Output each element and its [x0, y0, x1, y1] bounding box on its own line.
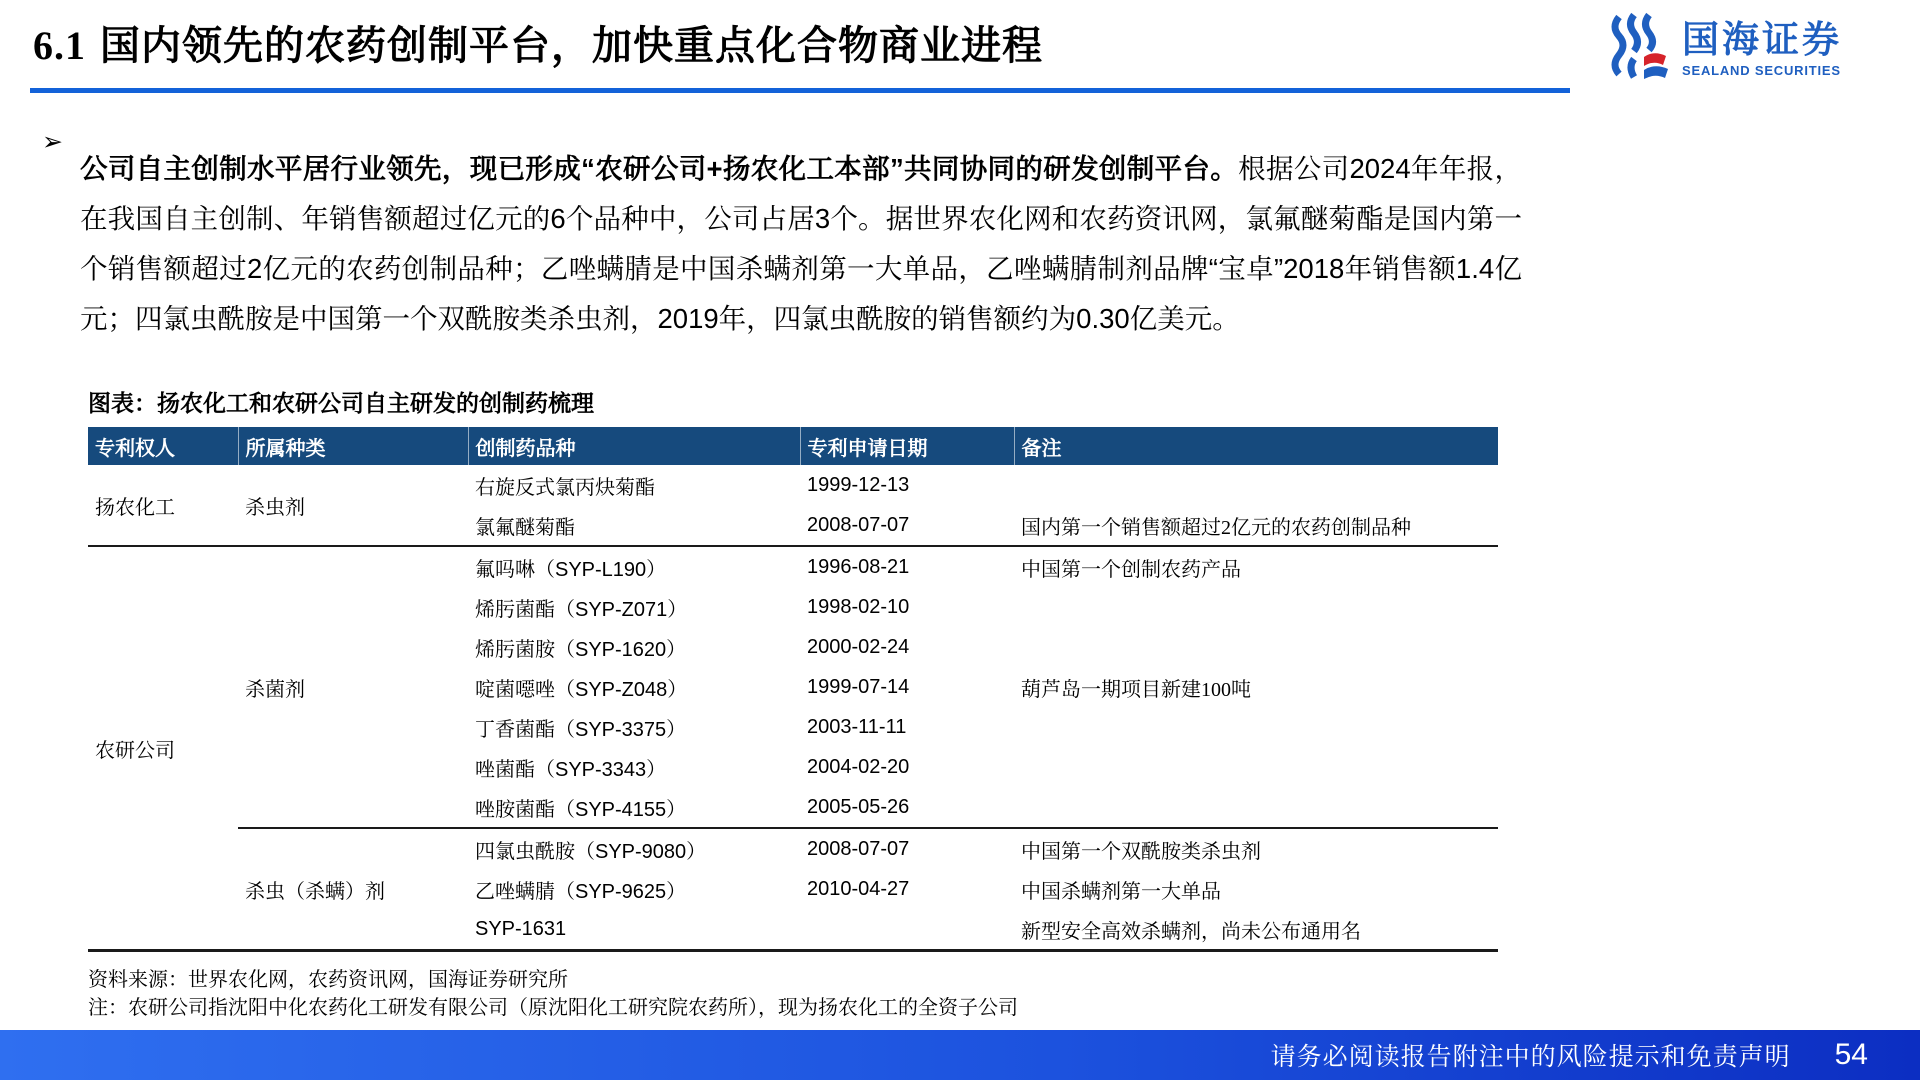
product-cell: 唑菌酯（SYP-3343）	[475, 758, 667, 781]
innovative-pesticide-table	[88, 427, 1498, 952]
category-cell: 杀虫（杀螨）剂	[238, 828, 468, 951]
remark-cell	[1014, 747, 1498, 787]
remark-cell: 国内第一个销售额超过2亿元的农药创制品种	[1021, 516, 1411, 539]
remark-cell: 新型安全高效杀螨剂，尚未公布通用名	[1021, 920, 1361, 943]
product-cell: 烯肟菌胺（SYP-1620）	[475, 638, 687, 661]
logo-company-name-cn: 国海证券	[1682, 19, 1842, 61]
remark-cell: 葫芦岛一期项目新建100吨	[1021, 678, 1251, 701]
column-header-0: 专利权人	[88, 427, 238, 465]
logo-company-name-en: SEALAND SECURITIES	[1682, 62, 1841, 78]
patent-holder-cell: 农研公司	[88, 546, 238, 951]
remark-cell	[1014, 587, 1498, 627]
product-cell: 氯氟醚菊酯	[475, 516, 575, 539]
company-logo	[1608, 12, 1842, 87]
patent-date-cell: 1996-08-21	[800, 546, 1014, 587]
data-source-note: 资料来源：世界农化网，农药资讯网，国海证券研究所	[88, 969, 568, 991]
title-underline	[30, 88, 1570, 93]
patent-date-cell: 2005-05-26	[807, 795, 910, 818]
disclaimer-text: 请务必阅读报告附注中的风险提示和免责声明	[1270, 1043, 1791, 1071]
bottom-disclaimer-bar	[0, 1030, 1920, 1080]
summary-paragraph	[80, 144, 1522, 344]
patent-date-cell: 2008-07-07	[807, 513, 910, 536]
table-row	[88, 465, 1498, 505]
remark-cell	[1014, 707, 1498, 747]
product-cell: 烯肟菌酯（SYP-Z071）	[475, 598, 688, 621]
column-header-2: 创制药品种	[468, 427, 800, 465]
product-cell: 丁香菌酯（SYP-3375）	[475, 718, 687, 741]
remark-cell: 中国第一个双酰胺类杀虫剂	[1014, 828, 1498, 869]
column-header-1: 所属种类	[238, 427, 468, 465]
product-cell: 啶菌噁唑（SYP-Z048）	[475, 678, 688, 701]
patent-date-cell: 2010-04-27	[807, 877, 910, 900]
page-number: 54	[1834, 1038, 1868, 1071]
product-cell: 唑胺菌酯（SYP-4155）	[475, 798, 687, 821]
patent-date-cell: 1999-07-14	[807, 675, 910, 698]
patent-date-cell: 1999-12-13	[807, 473, 910, 496]
table-row	[88, 546, 1498, 587]
remark-cell: 中国杀螨剂第一大单品	[1021, 880, 1221, 903]
remark-cell	[1014, 465, 1498, 505]
product-cell: 四氯虫酰胺（SYP-9080）	[468, 828, 800, 869]
section-number: 6.1	[33, 23, 86, 68]
product-cell: 乙唑螨腈（SYP-9625）	[475, 880, 687, 903]
section-title-text: 国内领先的农药创制平台，加快重点化合物商业进程	[100, 24, 1043, 68]
patent-date-cell: 1998-02-10	[807, 595, 910, 618]
product-cell: 右旋反式氯丙炔菊酯	[475, 476, 655, 499]
logo-red-wave	[1644, 53, 1666, 66]
remark-cell: 中国第一个创制农药产品	[1014, 546, 1498, 587]
footnote: 注：农研公司指沈阳中化农药化工研发有限公司（原沈阳化工研究院农药所），现为扬农化工的全资子公司	[88, 997, 1018, 1019]
summary-bold-text: 公司自主创制水平居行业领先，现已形成“农研公司+扬农化工本部”共同协同的研发创制平台。	[80, 152, 1239, 184]
page-title	[33, 14, 1043, 71]
remark-cell	[1014, 787, 1498, 828]
patent-date-cell: 2003-11-11	[807, 715, 907, 738]
patent-holder-cell: 扬农化工	[95, 496, 175, 519]
column-header-3: 专利申请日期	[800, 427, 1014, 465]
column-header-4: 备注	[1014, 427, 1498, 465]
category-cell: 杀菌剂	[238, 546, 468, 828]
figure-title: 图表：扬农化工和农研公司自主研发的创制药梳理	[88, 391, 594, 416]
remark-cell	[1014, 627, 1498, 667]
category-cell: 杀虫剂	[245, 496, 305, 519]
patent-date-cell: 2000-02-24	[807, 635, 910, 658]
sealand-logo-icon	[1608, 12, 1672, 87]
patent-date-cell	[800, 909, 1014, 951]
table-row	[88, 828, 1498, 869]
patent-date-cell: 2004-02-20	[807, 755, 910, 778]
table-header-row	[88, 427, 1498, 465]
bullet-arrow-icon: ➢	[42, 128, 63, 156]
summary-regular-text: 根据公司2024年年报，在我国自主创制、年销售额超过亿元的6个品种中，公司占居3个。据世界农化网和农药资讯网，氯氟醚菊酯是国内第一个销售额超过2亿元的农药创制品种；乙唑螨腈是中国杀螨剂第一大单品，乙唑螨腈制剂品牌“宝卓”2018年销售额1.4亿元；四氯虫酰胺是中国第一个双酰胺类杀虫剂，2019年，四氯虫酰胺的销售额约为0.30亿美元。	[80, 152, 1522, 334]
patent-date-cell: 2008-07-07	[800, 828, 1014, 869]
product-cell: SYP-1631	[475, 917, 567, 940]
product-cell: 氟吗啉（SYP-L190）	[468, 546, 800, 587]
